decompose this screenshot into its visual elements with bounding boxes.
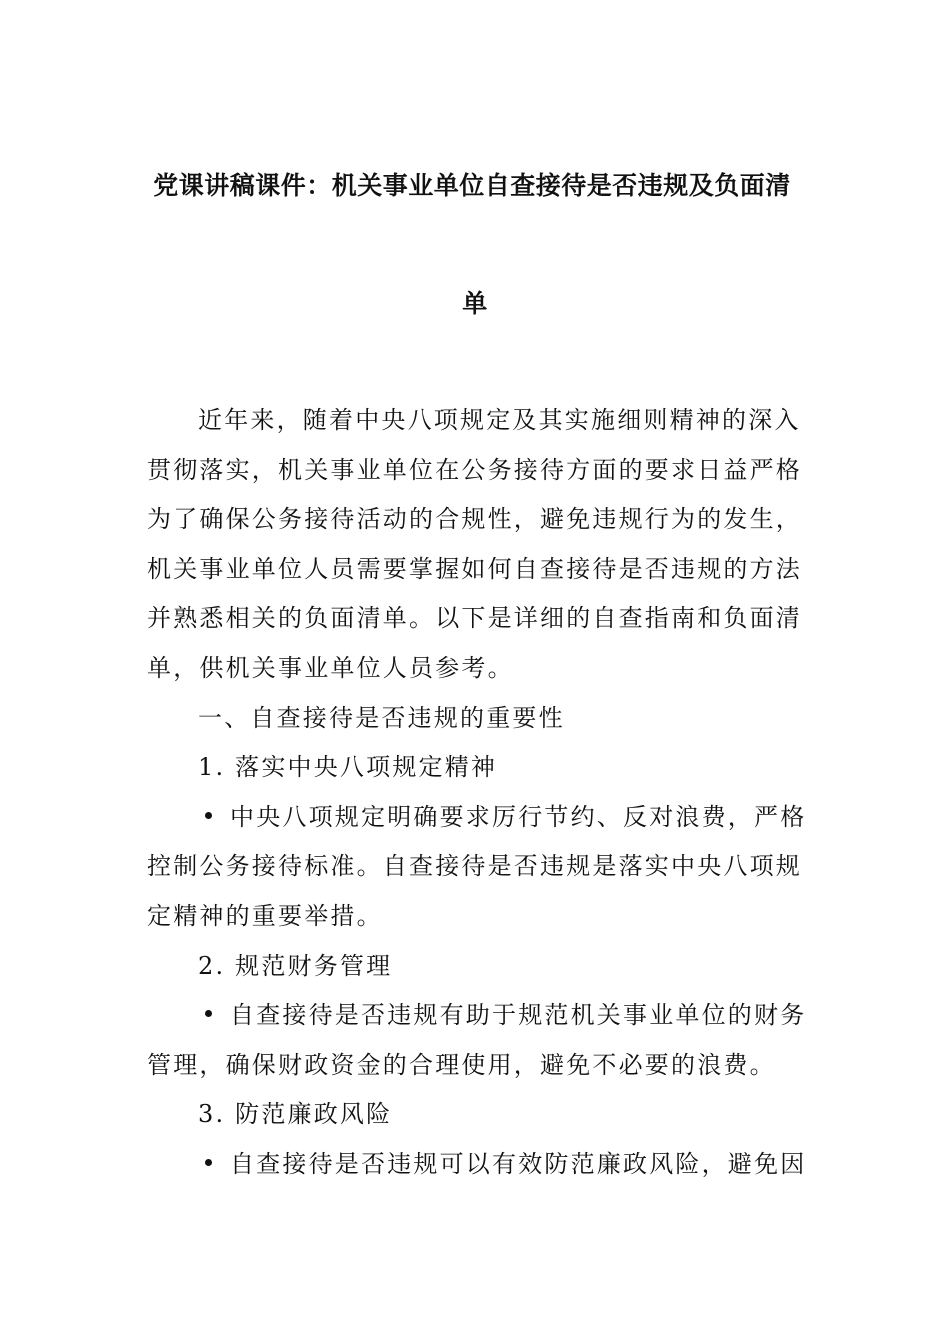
bullet-dot-icon (205, 1010, 212, 1017)
document-body (147, 396, 809, 1190)
item-heading: 2. 规范财务管理 (198, 951, 393, 980)
intro-line: 并熟悉相关的负面清单。以下是详细的自查指南和负面清 (147, 604, 802, 633)
bullet-text: 自查接待是否违规有助于规范机关事业单位的财务 (230, 1001, 807, 1030)
item-heading: 3. 防范廉政风险 (198, 1100, 393, 1129)
bullet-paragraph-line: 管理，确保财政资金的合理使用，避免不必要的浪费。 (147, 1050, 776, 1079)
section-heading: 一、自查接待是否违规的重要性 (198, 703, 565, 732)
document-title-line-2: 单 (462, 289, 488, 318)
bullet-paragraph-line: 控制公务接待标准。自查接待是否违规是落实中央八项规 (147, 852, 802, 881)
item-heading: 1. 落实中央八项规定精神 (198, 753, 498, 782)
bullet-paragraph-line (147, 793, 809, 843)
bullet-paragraph-line (147, 991, 809, 1041)
intro-line: 近年来，随着中央八项规定及其实施细则精神的深入 (198, 406, 801, 434)
bullet-dot-icon (205, 812, 212, 819)
bullet-dot-icon (205, 1159, 212, 1166)
bullet-text: 自查接待是否违规可以有效防范廉政风险，避免因 (230, 1149, 807, 1178)
intro-line: 为了确保公务接待活动的合规性，避免违规行为的发生， (147, 505, 802, 534)
intro-line: 机关事业单位人员需要掌握如何自查接待是否违规的方法 (147, 554, 802, 583)
document-title-line-1: 党课讲稿课件：机关事业单位自查接待是否违规及负面清 (153, 171, 791, 200)
bullet-paragraph-line (147, 1140, 809, 1190)
bullet-text: 中央八项规定明确要求厉行节约、反对浪费，严格 (230, 802, 807, 831)
bullet-paragraph-line: 定精神的重要举措。 (147, 901, 383, 930)
intro-line: 单，供机关事业单位人员参考。 (147, 653, 514, 682)
intro-line: 贯彻落实，机关事业单位在公务接待方面的要求日益严格 (147, 455, 802, 484)
